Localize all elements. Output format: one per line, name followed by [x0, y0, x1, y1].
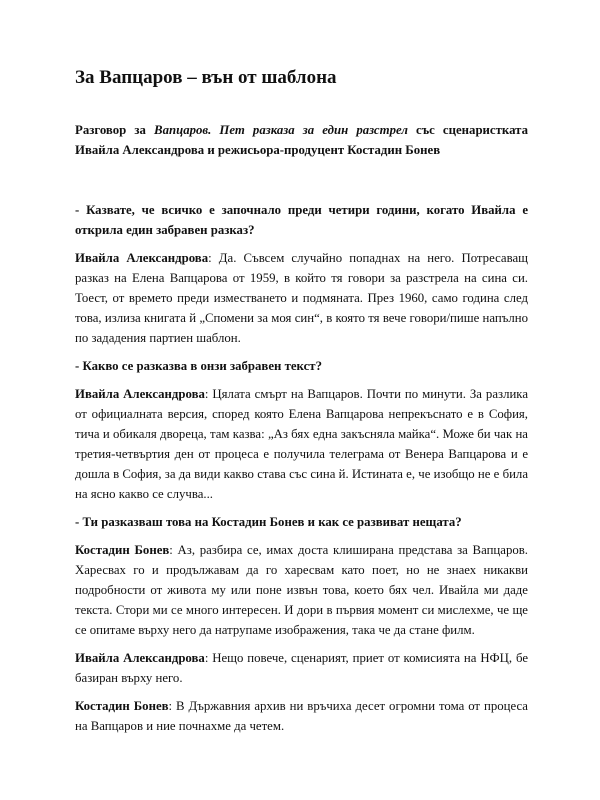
answer-text: : Нещо повече, сценарият, приет от комисията на НФЦ, бе базиран върху него. [75, 651, 529, 685]
answer-text: : Аз, разбира се, имах доста клиширана представа за Вапцаров. Харесвах го и продължавам да го харесвам като поет, но не знаех никакви подробности от живота му или поне извън това, което бях чел. Ивайла ми даде текста. Стори ми се много интересен. И дори в първия момент си мислехме, че ще се опитаме върху него да натрупаме изображения, така че да стане филм. [75, 543, 528, 637]
interview-answer [75, 248, 528, 348]
speaker-name: Ивайла Александрова [75, 651, 205, 665]
answer-text: : Да. Съвсем случайно попаднах на него. Потресаващ разказ на Елена Вапцарова от 1959, в който тя говори за разстрела на сина си. Тоест, от времето преди изместването и подмяната. През 1960, само година след това, излиза книгата й „Спомени за моя син“, в която тя вече говори/пише напълно по зададения партиен шаблон. [75, 251, 529, 345]
speaker-name: Ивайла Александрова [75, 387, 205, 401]
speaker-name: Костадин Бонев [75, 543, 170, 557]
answer-text: : В Държавния архив ни връчиха десет огромни тома от процеса на Вапцаров и ние почнахме да четем. [75, 699, 528, 733]
interview-question: - Какво се разказва в онзи забравен текст? [75, 359, 322, 373]
interview-question: - Ти разказваш това на Костадин Бонев и как се развиват нещата? [75, 515, 462, 529]
lead-prefix: Разговор за [75, 123, 155, 137]
article-lead [75, 120, 528, 160]
film-title: Вапцаров. Пет разказа за един разстрел [154, 123, 408, 137]
article-title: За Вапцаров – вън от шаблона [75, 67, 337, 88]
speaker-name: Ивайла Александрова [75, 251, 209, 265]
interview-answer [75, 648, 528, 688]
answer-text: : Цялата смърт на Вапцаров. Почти по минути. За разлика от официалната версия, според която Елена Вапцарова непрекъснато е в София, тича и обикаля двореца, там казва: „Аз бях една закъсняла майка“. Може би чак на третия-четвъртия ден от процеса е получила телеграма от Венера Вапцарова и е дошла в София, за да види какво става със сина й. Истината е, че изобщо не е била на ясно какво се случва... [75, 387, 529, 501]
interview-answer [75, 696, 528, 736]
speaker-name: Костадин Бонев [75, 699, 169, 713]
interview-answer [75, 540, 528, 640]
lead-suffix: със сценаристката Ивайла Александрова и режисьора-продуцент Костадин Бонев [75, 123, 528, 157]
interview-question: - Казвате, че всичко е започнало преди четири години, когато Ивайла е открила един забравен разказ? [75, 203, 528, 237]
interview-answer [75, 384, 528, 504]
